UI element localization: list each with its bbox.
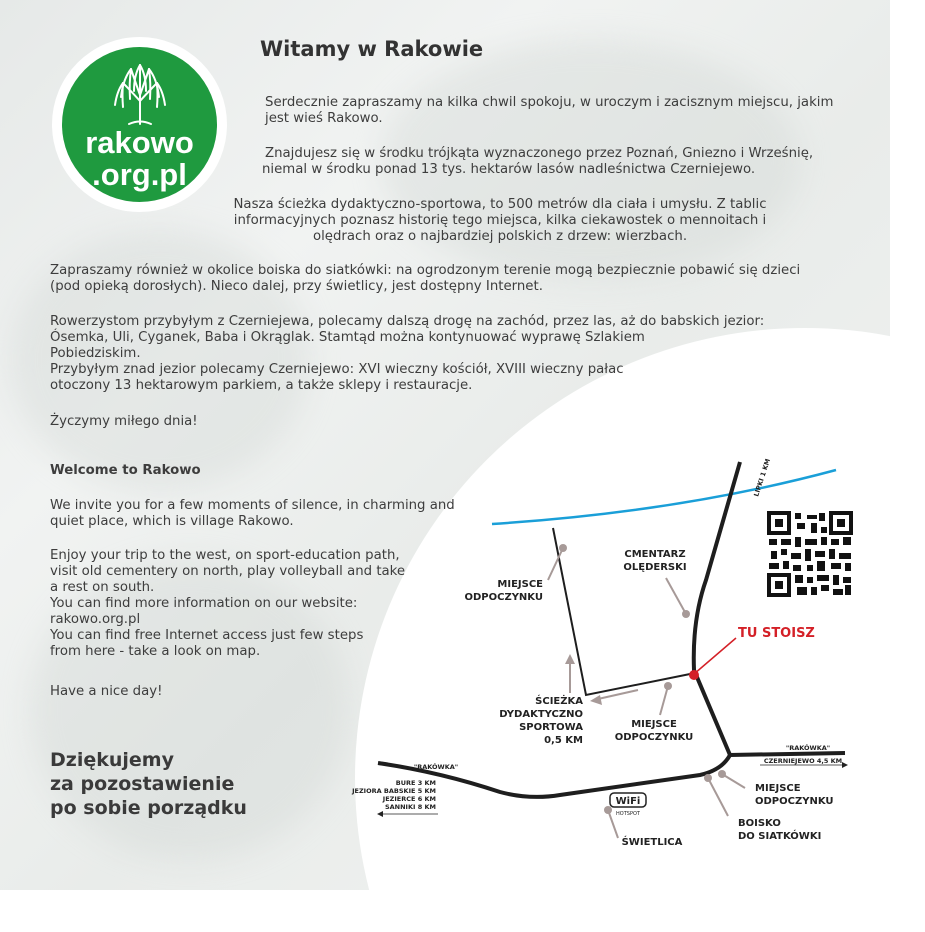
qr-code-icon bbox=[767, 511, 853, 597]
map-label-czerniejewo: CZERNIEJEWO 4,5 KM bbox=[763, 757, 843, 765]
map-label-cmentarz: CMENTARZ OLĘDERSKI bbox=[623, 549, 687, 573]
wifi-hotspot-icon bbox=[610, 793, 646, 817]
text-line: a rest on south. bbox=[50, 580, 155, 595]
map-label-distances: BURE 3 KM JEZIORA BABSKIE 5 KM JEZIERCE 6 KM SANNIKI 8 KM bbox=[352, 779, 436, 811]
text-line: Nasza ścieżka dydaktyczno-sportowa, to 500 metrów dla ciała i umysłu. Z tablic bbox=[233, 197, 767, 212]
text-line: jest wieś Rakowo. bbox=[265, 111, 383, 126]
text-line: You can find free Internet access just few steps bbox=[50, 628, 364, 643]
text-line: visit old cementery on north, play volleyball and take bbox=[50, 564, 406, 579]
text-line: Serdecznie zapraszamy na kilka chwil spokoju, w uroczym i zacisznym miejscu, jakim bbox=[265, 95, 834, 110]
text-line: za pozostawienie bbox=[50, 773, 235, 795]
pl-closing: Życzymy miłego dnia! bbox=[50, 414, 198, 429]
arrow-east-head bbox=[842, 762, 848, 768]
text-line: Znajdujesz się w środku trójkąta wyznaczonego przez Poznań, Gniezno i Wrześnię, bbox=[265, 146, 814, 161]
text-line: Zapraszamy również w okolice boiska do siatkówki: na ogrodzonym terenie mogą bezpiecznie pobawić się dzieci bbox=[50, 263, 801, 278]
map-label-miejsce-mid: MIEJSCE ODPOCZYNKU bbox=[614, 719, 694, 743]
marker-pointer bbox=[694, 638, 736, 674]
en-closing: Have a nice day! bbox=[50, 684, 163, 699]
map-label-swietlica: ŚWIETLICA bbox=[621, 837, 683, 848]
text-line: from here - take a look on map. bbox=[50, 644, 261, 659]
wifi-label: WiFi bbox=[615, 796, 641, 807]
text-line: Rowerzystom przybyłym z Czerniejewa, polecamy dalszą drogę na zachód, przez las, aż do babskich jezior: bbox=[50, 314, 765, 329]
text-line: Pobiedziskim. bbox=[50, 346, 141, 361]
logo-text-line2: .org.pl bbox=[92, 157, 187, 192]
text-line: Przybyłym znad jezior polecamy Czerniejewo: XVI wieczny kościół, XVIII wieczny pałac bbox=[50, 362, 624, 377]
text-line: po sobie porządku bbox=[50, 797, 247, 819]
text-line: (pod opieką dorosłych). Nieco dalej, przy świetlicy, jest dostępny Internet. bbox=[50, 279, 543, 294]
map-label-miejsce-top: MIEJSCE ODPOCZYNKU bbox=[464, 579, 543, 603]
text-line: Enjoy your trip to the west, on sport-education path, bbox=[50, 548, 400, 563]
en-heading: Welcome to Rakowo bbox=[50, 463, 201, 478]
map-label-sciezka: ŚCIEŻKA DYDAKTYCZNO SPORTOWA 0,5 KM bbox=[499, 696, 583, 746]
text-line: otoczony 13 hektarowym parkiem, a także sklepy i restauracje. bbox=[50, 378, 473, 393]
page-title: Witamy w Rakowie bbox=[260, 37, 484, 61]
map-label-boisko: BOISKO DO SIATKÓWKI bbox=[738, 818, 822, 842]
text-line: olędrach oraz o najbardziej polskich z drzew: wierzbach. bbox=[312, 229, 688, 244]
text-line: quiet place, which is village Rakowo. bbox=[50, 514, 294, 529]
arrow-west-head bbox=[377, 811, 383, 817]
text-line: Ósemka, Uli, Cyganek, Baba i Okrąglak. Stamtąd można kontynuować wyprawę Szlakiem bbox=[50, 330, 645, 345]
map-label-rakowka-right: "RAKÓWKA" bbox=[785, 744, 831, 752]
map-label-rakowka-left: "RAKÓWKA" bbox=[413, 763, 459, 771]
website-text: rakowo.org.pl bbox=[50, 612, 141, 627]
road-north bbox=[694, 462, 740, 755]
hotspot-label: HOTSPOT bbox=[616, 811, 640, 817]
text-line: niemal w środku ponad 13 tys. hektarów lasów nadleśnictwa Czerniejewo. bbox=[262, 162, 756, 177]
map-label-lipki: LIPKI 1 KM bbox=[752, 457, 773, 498]
text-line: informacyjnych poznasz historię tego miejsca, kilka ciekawostek o mennoitach i bbox=[233, 213, 767, 228]
text-line: Dziękujemy bbox=[50, 749, 174, 771]
map-label-tu-stoisz: TU STOISZ bbox=[738, 626, 815, 641]
you-are-here-marker bbox=[689, 670, 699, 680]
text-line: You can find more information on our website: bbox=[50, 596, 358, 611]
text-line: We invite you for a few moments of silence, in charming and bbox=[50, 498, 455, 513]
map-label-miejsce-right: MIEJSCE ODPOCZYNKU bbox=[755, 783, 834, 807]
logo-text-line1: rakowo bbox=[85, 125, 194, 160]
